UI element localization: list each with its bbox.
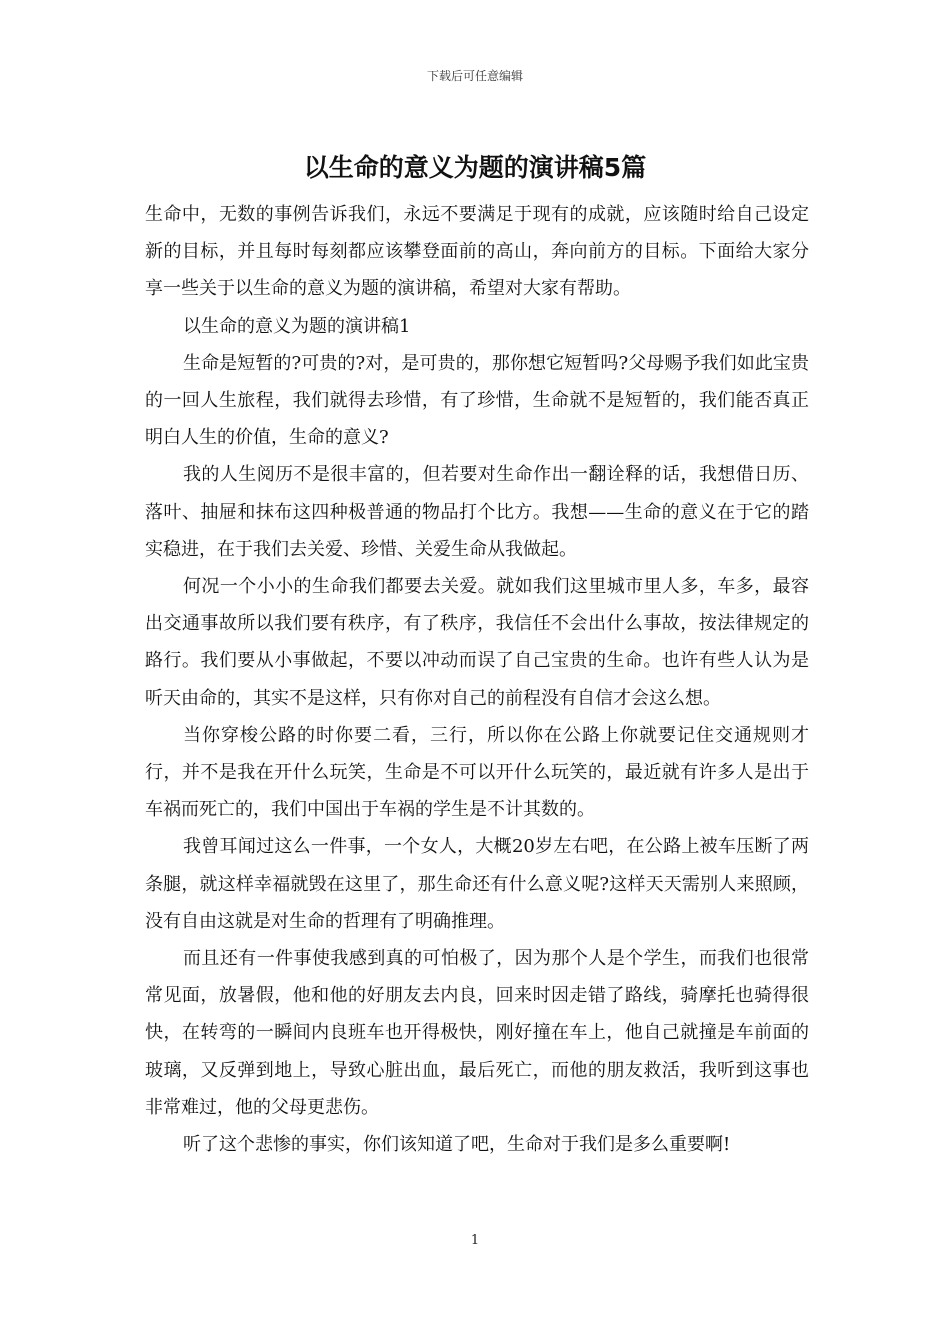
page-header: 下载后可任意编辑 (426, 69, 523, 83)
document-title: 以生命的意义为题的演讲稿5篇 (303, 153, 647, 182)
body-paragraph: 当你穿梭公路的时你要二看，三行，所以你在公路上你就要记住交通规则才行，并不是我在开什么玩笑，生命是不可以开什么玩笑的，最近就有许多人是出于车祸而死亡的，我们中国出于车祸的学生是不计其数的。 (145, 724, 809, 821)
document-body (145, 196, 809, 1163)
body-paragraph: 我曾耳闻过这么一件事，一个女人，大概20岁左右吧，在公路上被车压断了两条腿，就这样幸福就毁在这里了，那生命还有什么意义呢?这样天天需别人来照顾，没有自由这就是对生命的哲理有了明确推理。 (145, 836, 809, 932)
body-paragraph: 而且还有一件事使我感到真的可怕极了，因为那个人是个学生，而我们也很常常见面，放暑假，他和他的好朋友去内良，回来时因走错了路线，骑摩托也骑得很快，在转弯的一瞬间内良班车也开得极快，刚好撞在车上，他自己就撞是车前面的玻璃，又反弹到地上，导致心脏出血，最后死亡，而他的朋友救活，我听到这事也非常难过，他的父母更悲伤。 (145, 948, 809, 1118)
body-paragraph: 听了这个悲惨的事实，你们该知道了吧，生命对于我们是多么重要啊! (183, 1134, 731, 1156)
body-paragraph: 我的人生阅历不是很丰富的，但若要对生命作出一翻诠释的话，我想借日历、落叶、抽屉和抹布这四种极普通的物品打个比方。我想——生命的意义在于它的踏实稳进，在于我们去关爱、珍惜、关爱生命从我做起。 (145, 464, 809, 560)
section-heading: 以生命的意义为题的演讲稿1 (183, 315, 411, 337)
body-paragraph: 生命是短暂的?可贵的?对，是可贵的，那你想它短暂吗?父母赐予我们如此宝贵的一回人生旅程，我们就得去珍惜，有了珍惜，生命就不是短暂的，我们能否真正明白人生的价值，生命的意义? (145, 352, 809, 449)
page-number: 1 (470, 1233, 480, 1248)
intro-paragraph: 生命中，无数的事例告诉我们，永远不要满足于现有的成就，应该随时给自己设定新的目标，并且每时每刻都应该攀登面前的高山，奔向前方的目标。下面给大家分享一些关于以生命的意义为题的演讲稿，希望对大家有帮助。 (145, 204, 809, 300)
body-paragraph: 何况一个小小的生命我们都要去关爱。就如我们这里城市里人多，车多，最容出交通事故所以我们要有秩序，有了秩序，我信任不会出什么事故，按法律规定的路行。我们要从小事做起，不要以冲动而误了自己宝贵的生命。也许有些人认为是听天由命的，其实不是这样，只有你对自己的前程没有自信才会这么想。 (145, 576, 809, 709)
